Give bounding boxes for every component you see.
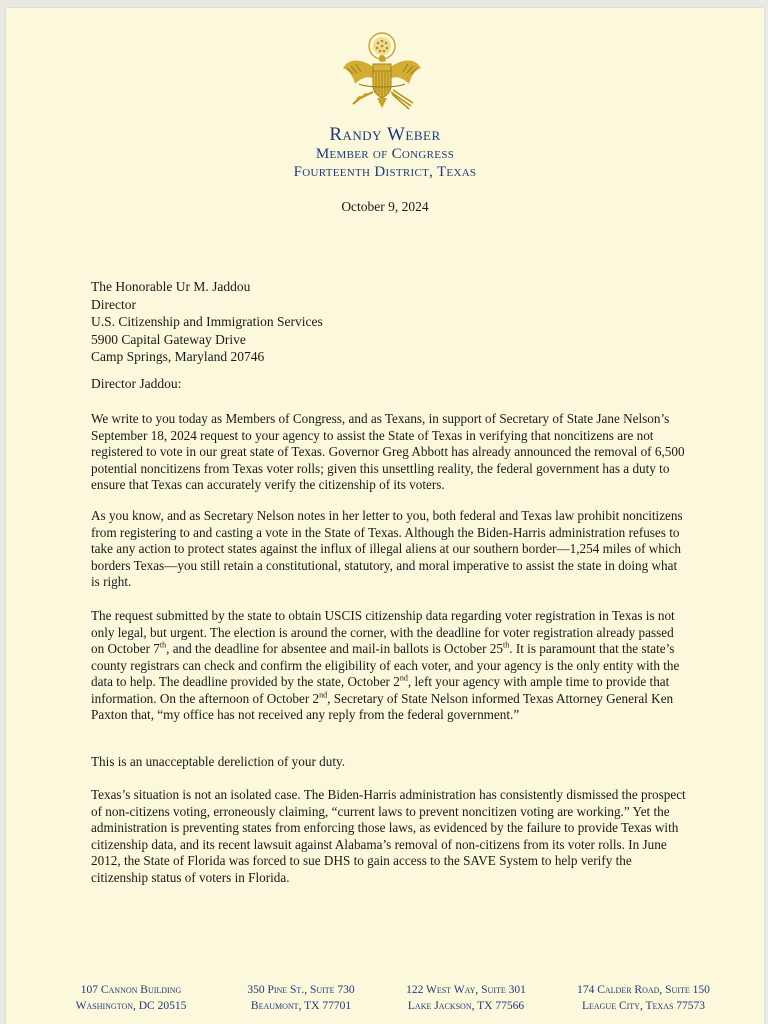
office-address-league-city (551, 982, 736, 1014)
paragraph-text: , and the deadline for absentee and mail-in ballots is October 25 (166, 641, 503, 656)
gold-eagle-seal-icon (339, 28, 425, 120)
addressee-line: U.S. Citizenship and Immigration Services (91, 314, 323, 329)
paragraph-text: , Secretary of State Nelson informed Texas Attorney General Ken Paxton that, “my office has not received any reply from the federal government.” (91, 690, 674, 722)
office-city: Lake Jackson, TX 77566 (407, 1000, 525, 1012)
congressman-district: Fourteenth District, Texas (293, 164, 477, 180)
addressee-line: Camp Springs, Maryland 20746 (91, 349, 265, 364)
office-city: Washington, DC 20515 (75, 1000, 187, 1012)
body-paragraph-5: Texas’s situation is not an isolated case. The Biden-Harris administration has consistently dismissed the prospect of non-citizens voting, erroneously claiming, “current laws to prevent noncitizen voting are working.” Yet the administration is preventing states from enforcing those laws, as evidenced by the failure to provide Texas with citizenship data, and its recent lawsuit against Alabama’s removal of non-citizens from its voter rolls. In June 2012, the State of Florida was forced to sue DHS to gain access to the SAVE System to help verify the citizenship status of voters in Florida. (91, 787, 686, 885)
congressman-name: Randy Weber (329, 124, 441, 145)
ordinal-suffix: th (159, 640, 167, 650)
paragraph-text: . It is paramount that the state’s county registrars can check and confirm the eligibility of each voter, and your agency is the only entity with the data to help. The deadline provided by the state, October 2 (91, 641, 680, 689)
body-paragraph-1: We write to you today as Members of Congress, and as Texans, in support of Secretary of State Jane Nelson’s September 18, 2024 request to your agency to assist the State of Texas in verifying that noncitizens are not registered to vote in our great state of Texas. Governor Greg Abbott has already announced the removal of 6,500 potential noncitizens from Texas voter rolls; given this unsettling reality, the federal government has a duty to ensure that Texas can accurately verify the citizenship of its voters. (91, 411, 685, 492)
office-street: 174 Calder Road, Suite 150 (577, 984, 710, 996)
ordinal-suffix: nd (319, 690, 328, 700)
addressee-line: 5900 Capital Gateway Drive (91, 331, 246, 347)
office-street: 122 West Way, Suite 301 (406, 984, 526, 996)
ordinal-suffix: nd (399, 673, 408, 683)
addressee-block (91, 278, 323, 366)
salutation: Director Jaddou: (91, 376, 182, 391)
ordinal-suffix: th (503, 640, 510, 650)
congressman-title: Member of Congress (315, 146, 455, 162)
letter-date: October 9, 2024 (341, 199, 429, 214)
paragraph-text: The request submitted by the state to obtain USCIS citizenship data regarding voter registration in Texas is not only legal, but urgent. The election is around the corner, with the deadline for voter registration already passed on October 7 (91, 608, 675, 656)
office-street: 107 Cannon Building (80, 984, 182, 996)
letter-page (6, 8, 764, 1024)
body-paragraph-4: This is an unacceptable dereliction of your duty. (91, 754, 346, 769)
body-paragraph-3 (91, 608, 687, 724)
addressee-line: Director (91, 296, 136, 312)
office-street: 350 Pine St., Suite 730 (247, 984, 355, 996)
paragraph-text: , left your agency with ample time to provide that information. On the afternoon of October 2 (91, 674, 670, 706)
body-paragraph-2: As you know, and as Secretary Nelson notes in her letter to you, both federal and Texas law prohibit noncitizens from registering to and casting a vote in the State of Texas. Although the Biden-Harris administration refuses to take any action to protect states against the influx of illegal aliens at our southern border—1,254 miles of which borders Texas—you still retain a constitutional, statutory, and moral imperative to assist the state in doing what is right. (91, 508, 683, 589)
addressee-line: The Honorable Ur M. Jaddou (91, 279, 251, 294)
office-address-dc (46, 982, 216, 1014)
office-city: League City, Texas 77573 (581, 1000, 706, 1012)
office-city: Beaumont, TX 77701 (250, 1000, 352, 1012)
office-address-beaumont (216, 982, 386, 1014)
office-addresses-footer (6, 982, 764, 1016)
office-address-lake-jackson (381, 982, 551, 1014)
